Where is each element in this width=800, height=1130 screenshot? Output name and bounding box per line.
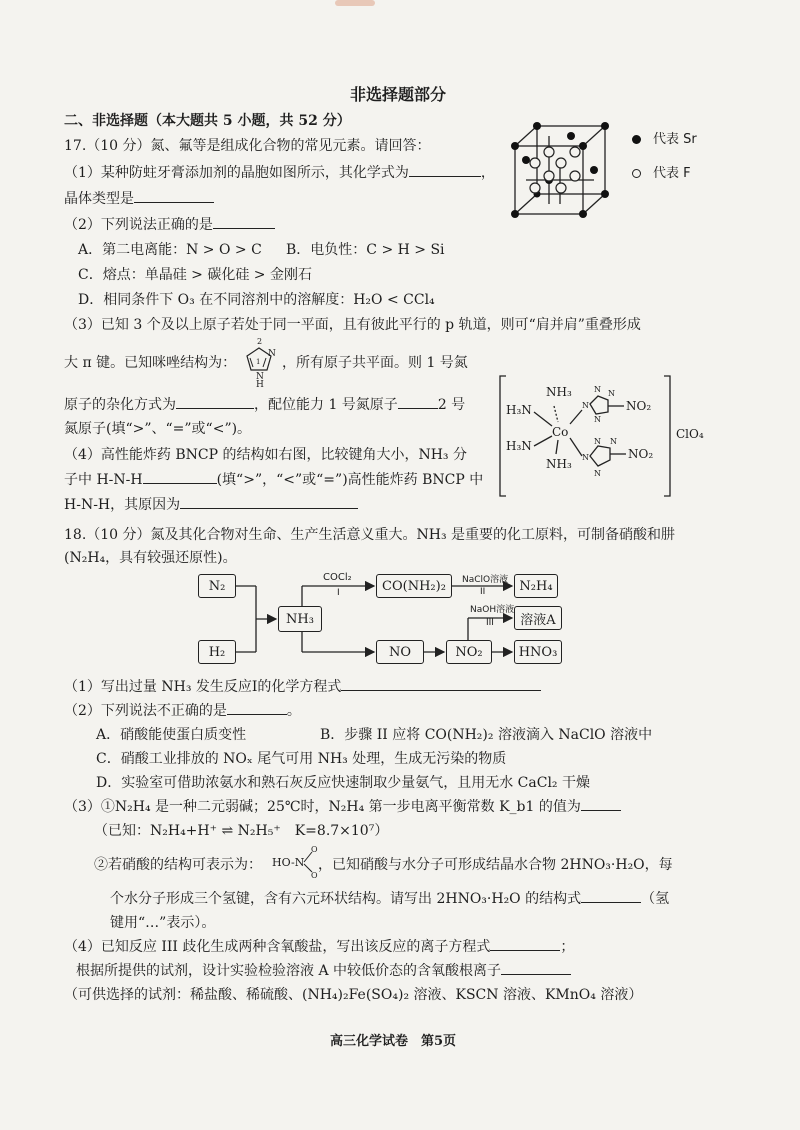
- legend-f: 代表 F: [632, 162, 691, 181]
- q18-intro-line2: (N₂H₄，具有较强还原性)。: [64, 550, 237, 566]
- section-title: 非选择题部分: [350, 85, 447, 104]
- flow-step2-label: II: [480, 587, 486, 597]
- flow-no-box: NO: [376, 640, 424, 664]
- q17-p4-line3: H-N-H，其原因为: [64, 494, 358, 514]
- nitric-acid-structure: [272, 846, 320, 878]
- q17-p4-line2: 子中 H-N-H (填“>”，“<”或“=”)高性能炸药 BNCP 中: [64, 472, 484, 488]
- q18-opt-b: B．步骤 II 应将 CO(NH₂)₂ 溶液滴入 NaClO 溶液中: [320, 727, 653, 743]
- svg-text:N: N: [582, 401, 589, 410]
- answer-blank[interactable]: [213, 215, 275, 229]
- q18-opt-a: A．硝酸能使蛋白质变性: [96, 727, 247, 743]
- bncp-co: Co: [552, 425, 569, 439]
- svg-text:N: N: [594, 437, 601, 446]
- svg-text:N: N: [610, 437, 617, 446]
- flow-h2-box: H₂: [198, 640, 236, 664]
- answer-blank[interactable]: [180, 495, 358, 509]
- q18-opt-c: C．硝酸工业排放的 NOₓ 尾气可用 NH₃ 处理，生成无污染的物质: [96, 751, 507, 767]
- q18-p4-line3: （可供选择的试剂：稀盐酸、稀硫酸、(NH₄)₂Fe(SO₄)₂ 溶液、KSCN 溶液、KMnO₄ 溶液）: [64, 987, 643, 1003]
- q18-p3-line2: （已知：N₂H₄+H⁺ ⇌ N₂H₅⁺ K=8.7×10⁷）: [94, 823, 389, 839]
- answer-blank[interactable]: [227, 701, 287, 715]
- flow-conh2-box: CO(NH₂)₂: [376, 574, 452, 598]
- q18-p3-line3a: ②若硝酸的结构可表示为：: [94, 857, 262, 873]
- svg-text:N: N: [608, 389, 615, 398]
- svg-text:N: N: [594, 385, 601, 394]
- answer-blank[interactable]: [581, 797, 621, 811]
- bncp-no2-top: NO₂: [626, 399, 652, 413]
- q17-p3-line4: 氮原子(填“>”、“=”或“<”)。: [64, 421, 252, 437]
- flow-step1-label: I: [337, 588, 340, 598]
- flow-hno3-box: HNO₃: [514, 640, 562, 664]
- q18-p3-line3b: ，已知硝酸与水分子可形成结晶水合物 2HNO₃·H₂O，每: [318, 857, 673, 873]
- q17-p1-line2: 晶体类型是: [64, 188, 214, 208]
- q17-p4-line1: （4）高性能炸药 BNCP 的结构如右图，比较键角大小，NH₃ 分: [64, 447, 467, 463]
- bncp-nh3-bottom: NH₃: [546, 457, 572, 471]
- flow-no2-box: NO₂: [446, 640, 492, 664]
- svg-text:N: N: [594, 415, 601, 424]
- bncp-no2-bottom: NO₂: [628, 447, 654, 461]
- crystal-cell-diagram: [505, 118, 615, 220]
- q18-p1: （1）写出过量 NH₃ 发生反应Ⅰ的化学方程式: [64, 676, 541, 696]
- imidazole-n1-label: 1: [256, 358, 261, 366]
- bncp-structure: [498, 374, 738, 498]
- answer-blank[interactable]: [501, 961, 571, 975]
- q18-p3-line4: 个水分子形成三个氢键，含有六元环状结构。请写出 2HNO₃·H₂O 的结构式 （氢: [110, 891, 670, 907]
- flow-nh3-box: NH₃: [278, 606, 322, 632]
- flow-n2-box: N₂: [198, 574, 236, 598]
- q17-opt-b: B．电负性：C > H > Si: [286, 242, 445, 258]
- q17-p1-line1: （1）某种防蛀牙膏添加剂的晶胞如图所示，其化学式为 ，: [64, 165, 495, 181]
- part-heading: 二、非选择题（本大题共 5 小题，共 52 分）: [64, 113, 351, 129]
- flow-step3-label: III: [486, 618, 494, 628]
- legend-sr: 代表 Sr: [632, 128, 697, 147]
- bncp-clo4: ClO₄: [676, 427, 704, 441]
- imidazole-n-bottom: N: [256, 372, 264, 382]
- flow-n2h4-box: N₂H₄: [514, 574, 558, 598]
- answer-blank[interactable]: [581, 889, 641, 903]
- paper-stain: [335, 0, 375, 6]
- answer-blank[interactable]: [134, 189, 214, 203]
- imidazole-n-top: N: [268, 349, 276, 359]
- bncp-nh3-top: NH₃: [546, 385, 572, 399]
- svg-text:O: O: [311, 871, 318, 878]
- svg-text:N: N: [594, 469, 601, 478]
- flow-solution-a-box: 溶液A: [514, 606, 562, 630]
- q17-p3-line3: 原子的杂化方式为 ，配位能力 1 号氮原子 2 号: [64, 397, 466, 413]
- answer-blank[interactable]: [409, 163, 481, 177]
- bncp-h3n-left2: H₃N: [506, 439, 532, 453]
- answer-blank[interactable]: [143, 470, 217, 484]
- answer-blank[interactable]: [398, 395, 438, 409]
- q17-opt-d: D．相同条件下 O₃ 在不同溶剂中的溶解度：H₂O < CCl₄: [78, 292, 435, 308]
- q17-opt-a: A．第二电离能：N > O > C: [78, 242, 262, 258]
- q18-p2-stem: （2）下列说法不正确的是 。: [64, 703, 301, 719]
- imidazole-n2-label: 2: [257, 337, 263, 346]
- flow-naoh-label: NaOH溶液: [470, 605, 515, 615]
- q18-opt-d: D．实验室可借助浓氨水和熟石灰反应快速制取少量氨气，且用无水 CaCl₂ 干燥: [96, 775, 590, 791]
- answer-blank[interactable]: [341, 677, 541, 691]
- q17-opt-c: C．熔点：单晶硅 > 碳化硅 > 金刚石: [78, 267, 312, 283]
- q17-p3-line1: （3）已知 3 个及以上原子若处于同一平面，且有彼此平行的 p 轨道，则可“肩并肩”重叠形成: [64, 317, 641, 333]
- imidazole-structure: [242, 336, 278, 388]
- answer-blank[interactable]: [490, 937, 560, 951]
- flow-cocl2-label: COCl₂: [323, 572, 352, 583]
- q18-p4-line1: （4）已知反应 III 歧化生成两种含氧酸盐，写出该反应的离子方程式 ；: [64, 939, 575, 955]
- q18-p4-line2: 根据所提供的试剂，设计实验检验溶液 A 中较低价态的含氧酸根离子: [76, 960, 571, 980]
- svg-text:O: O: [311, 846, 318, 854]
- q18-intro-line1: 18.（10 分）氮及其化合物对生命、生产生活意义重大。NH₃ 是重要的化工原料，可制备硝酸和肼: [64, 527, 676, 543]
- q17-intro: 17.（10 分）氮、氟等是组成化合物的常见元素。请回答：: [64, 138, 431, 154]
- filled-circle-icon: [632, 135, 641, 144]
- page-footer: 高三化学试卷 第5页: [330, 1034, 457, 1049]
- open-circle-icon: [632, 169, 641, 178]
- q18-p3-line1: （3）①N₂H₄ 是一种二元弱碱；25℃时，N₂H₄ 第一步电离平衡常数 K_b1 的值为: [64, 796, 621, 816]
- q17-p2-stem: （2）下列说法正确的是: [64, 214, 275, 234]
- bncp-h3n-left1: H₃N: [506, 403, 532, 417]
- flow-naclo-label: NaClO溶液: [462, 575, 509, 585]
- answer-blank[interactable]: [176, 395, 254, 409]
- q17-p3-line2b: ，所有原子共平面。则 1 号氮: [282, 355, 468, 371]
- svg-text:N: N: [582, 453, 589, 462]
- imidazole-h: H: [256, 380, 264, 388]
- q18-p3-line5: 键用“…”表示）。: [110, 915, 216, 931]
- nitric-acid-hon: HO-N: [272, 856, 305, 869]
- q17-p3-line2a: 大 π 键。已知咪唑结构为：: [64, 355, 237, 371]
